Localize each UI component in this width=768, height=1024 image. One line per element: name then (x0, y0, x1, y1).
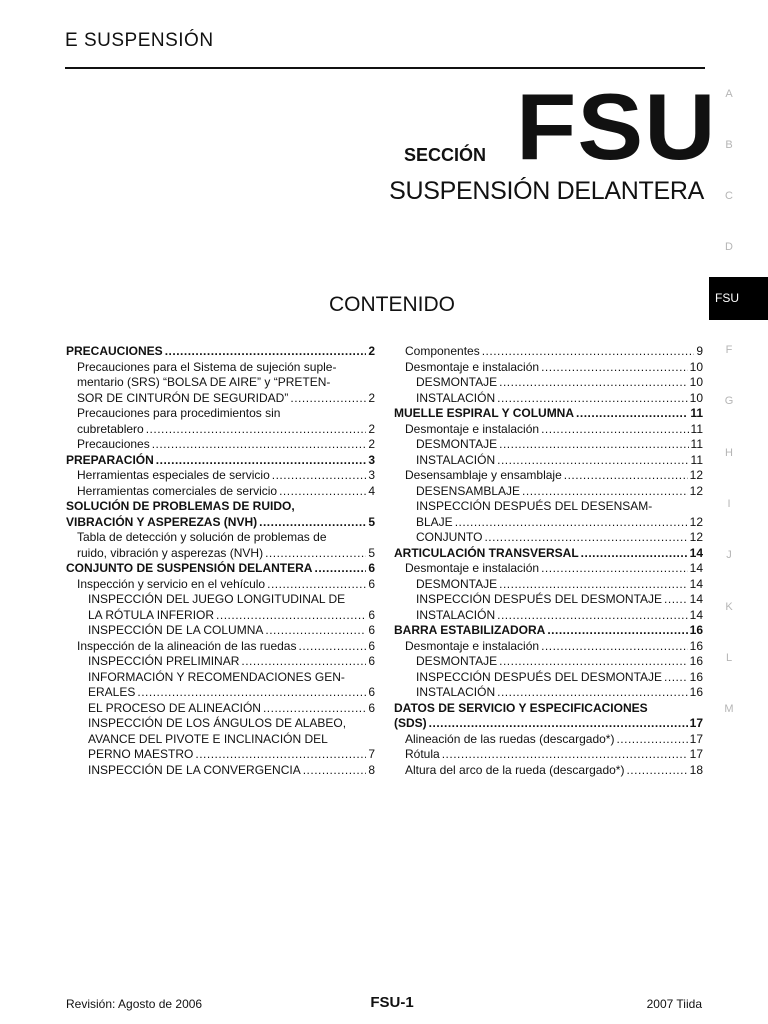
side-tab-letter: M (724, 703, 734, 715)
side-tab-letter: J (726, 549, 732, 561)
side-tab-active: FSU (709, 277, 768, 320)
toc-entry-title: LA RÓTULA INFERIOR (88, 607, 215, 622)
toc-left-column (66, 344, 375, 778)
toc-page-number: 18 (689, 762, 703, 777)
toc-entry-title: CONJUNTO DE SUSPENSIÓN DELANTERA (66, 561, 313, 575)
toc-entry[interactable] (66, 670, 375, 701)
toc-leader-dots (146, 422, 367, 438)
toc-entry[interactable] (66, 639, 375, 655)
side-tab-letter: F (725, 344, 733, 356)
toc-entry-title: SOLUCIÓN DE PROBLEMAS DE RUIDO, (66, 499, 295, 513)
toc-leader-dots (541, 561, 688, 577)
toc-entry-title: Desensamblaje y ensamblaje (405, 468, 562, 482)
toc-entry[interactable] (394, 592, 703, 608)
toc-entry[interactable] (394, 732, 703, 748)
toc-entry[interactable] (66, 592, 375, 623)
toc-leader-dots (152, 437, 367, 453)
toc-leader-dots (195, 747, 366, 763)
toc-entry-title: ruido, vibración y asperezas (NVH) (77, 545, 264, 560)
toc-page-number: 12 (689, 530, 703, 544)
toc-page-number: 4 (368, 483, 375, 498)
toc-entry[interactable] (394, 499, 703, 530)
toc-page-number: 2 (368, 390, 375, 405)
toc-page-number: 17 (689, 731, 703, 746)
toc-entry-title: INSPECCIÓN DESPUÉS DEL DESMONTAJE (416, 669, 663, 684)
toc-leader-dots (499, 577, 688, 593)
toc-entry[interactable] (66, 577, 375, 593)
toc-leader-dots (484, 530, 687, 546)
toc-page-number: 16 (689, 654, 703, 668)
toc-leader-dots (267, 577, 366, 593)
toc-entry-title: INSPECCIÓN DEL JUEGO LONGITUDINAL DE (88, 592, 346, 606)
toc-entry[interactable] (394, 763, 703, 779)
toc-entry-title: Herramientas comerciales de servicio (77, 483, 278, 498)
toc-entry[interactable] (394, 344, 703, 360)
footer-page-number: FSU-1 (370, 994, 414, 1011)
toc-page-number: 17 (689, 716, 703, 730)
toc-entry-title: Desmontaje e instalación (405, 359, 540, 374)
toc-entry-title: SOR DE CINTURÓN DE SEGURIDAD” (77, 390, 289, 405)
toc-page-number: 2 (368, 344, 375, 358)
toc-entry-title: INSTALACIÓN (416, 452, 496, 467)
toc-entry[interactable] (66, 561, 375, 577)
toc-page-number: 10 (689, 359, 703, 374)
toc-entry-title: INFORMACIÓN Y RECOMENDACIONES GEN- (88, 669, 345, 684)
toc-entry-title: PRECAUCIONES (66, 344, 163, 358)
toc-leader-dots (241, 654, 366, 670)
toc-leader-dots (137, 685, 366, 701)
footer-revision: Revisión: Agosto de 2006 (66, 997, 203, 1011)
section-code: FSU (516, 74, 717, 179)
toc-entry[interactable] (394, 701, 703, 732)
seccion-label: SECCIÓN (404, 145, 487, 165)
toc-leader-dots (616, 732, 687, 748)
toc-page-number: 2 (368, 437, 375, 451)
toc-entry-title: INSTALACIÓN (416, 390, 496, 405)
toc-entry-title: INSPECCIÓN DESPUÉS DEL DESMONTAJE (416, 592, 663, 606)
toc-entry-title: VIBRACIÓN Y ASPEREZAS (NVH) (66, 514, 258, 529)
toc-page-number: 16 (689, 638, 703, 653)
toc-leader-dots (265, 623, 366, 639)
toc-page-number: 16 (689, 623, 703, 637)
toc-entry-title: Alineación de las ruedas (descargado*) (405, 731, 615, 746)
toc-entry-title: INSPECCIÓN DESPUÉS DEL DESENSAM- (416, 499, 653, 513)
toc-entry-title: INSTALACIÓN (416, 685, 496, 699)
toc-entry-title: mentario (SRS) “BOLSA DE AIRE” y “PRETEN- (77, 375, 331, 389)
toc-leader-dots (547, 623, 687, 639)
toc-entry-title: AVANCE DEL PIVOTE E INCLINACIÓN DEL (88, 731, 328, 746)
toc-entry[interactable] (66, 437, 375, 453)
toc-page-number: 17 (689, 747, 703, 761)
toc-entry-title: Herramientas especiales de servicio (77, 468, 270, 482)
side-tab-letter: B (725, 139, 733, 151)
toc-page-number: 14 (689, 561, 703, 575)
toc-leader-dots (279, 484, 366, 500)
toc-page-number: 14 (689, 576, 703, 591)
toc-entry[interactable] (394, 623, 703, 639)
toc-entry-title: cubretablero (77, 421, 144, 436)
toc-entry[interactable] (66, 360, 375, 407)
toc-leader-dots (576, 406, 688, 422)
side-tab-letter: L (725, 652, 733, 664)
toc-entry-title: Tabla de detección y solución de problemas de (77, 530, 327, 544)
toc-entry[interactable] (394, 546, 703, 562)
toc-leader-dots (497, 685, 688, 701)
toc-leader-dots (499, 654, 688, 670)
toc-page-number: 6 (368, 607, 375, 622)
toc-leader-dots (156, 453, 367, 469)
toc-entry[interactable] (66, 654, 375, 670)
toc-entry[interactable] (394, 654, 703, 670)
toc-entry-title: Desmontaje e instalación (405, 638, 540, 653)
toc-entry-title: INSPECCIÓN DE LA COLUMNA (88, 623, 264, 637)
toc-entry-title: DESMONTAJE (416, 576, 498, 591)
toc-entry-title: INSPECCIÓN DE LOS ÁNGULOS DE ALABEO, (88, 716, 347, 730)
toc-entry-title: (SDS) (394, 716, 427, 730)
toc-entry-title: Precauciones (77, 437, 150, 451)
toc-page-number: 3 (368, 452, 375, 467)
toc-entry[interactable] (66, 499, 375, 530)
toc-entry-title: DESMONTAJE (416, 375, 498, 389)
toc-entry-title: Rótula (405, 747, 440, 761)
toc-page-number: 14 (689, 592, 703, 606)
toc-leader-dots (298, 639, 366, 655)
toc-entry-title: INSPECCIÓN PRELIMINAR (88, 654, 240, 668)
toc-entry[interactable] (394, 391, 703, 407)
toc-leader-dots (216, 608, 366, 624)
toc-page-number: 6 (368, 638, 375, 653)
toc-entry-title: INSTALACIÓN (416, 607, 496, 622)
toc-leader-dots (541, 422, 688, 438)
toc-entry-title: CONJUNTO (416, 530, 483, 544)
toc-entry-title: Desmontaje e instalación (405, 421, 540, 436)
toc-page-number: 14 (689, 545, 703, 560)
toc-entry-title: Desmontaje e instalación (405, 561, 540, 575)
toc-entry-title: ERALES (88, 685, 136, 699)
toc-page-number: 11 (690, 406, 703, 420)
toc-leader-dots (303, 763, 367, 779)
side-tab-letter: K (725, 601, 733, 613)
toc-entry[interactable] (394, 406, 703, 422)
toc-page-number: 16 (689, 669, 703, 684)
toc-entry-title: ARTICULACIÓN TRANSVERSAL (394, 545, 579, 560)
toc-page-number: 16 (689, 685, 703, 699)
toc-leader-dots (442, 747, 688, 763)
toc-entry[interactable] (66, 701, 375, 717)
toc-page-number: 14 (689, 607, 703, 622)
toc-entry[interactable] (394, 360, 703, 376)
toc-leader-dots (564, 468, 688, 484)
toc-entry-title: MUELLE ESPIRAL Y COLUMNA (394, 406, 575, 420)
toc-entry[interactable] (66, 406, 375, 437)
toc-entry[interactable] (66, 453, 375, 469)
side-tab-letter: C (725, 190, 733, 202)
section-subtitle: SUSPENSIÓN DELANTERA (389, 177, 704, 205)
toc-entry-title: DESMONTAJE (416, 437, 498, 451)
toc-leader-dots (497, 391, 688, 407)
toc-leader-dots (541, 639, 688, 655)
toc-page-number: 6 (368, 654, 375, 668)
toc-leader-dots (482, 344, 695, 360)
toc-entry[interactable] (394, 747, 703, 763)
toc-entry[interactable] (66, 344, 375, 360)
footer-model: 2007 Tiida (646, 997, 702, 1011)
toc-entry[interactable] (394, 577, 703, 593)
toc-leader-dots (259, 515, 366, 531)
toc-page-number: 6 (368, 561, 375, 575)
toc-page-number: 5 (368, 514, 375, 529)
toc-entry-title: BARRA ESTABILIZADORA (394, 623, 546, 637)
toc-leader-dots (497, 608, 688, 624)
toc-page-number: 12 (689, 468, 703, 482)
toc-entry-title: PREPARACIÓN (66, 452, 154, 467)
toc-page-number: 9 (696, 344, 703, 358)
toc-entry-title: Precauciones para el Sistema de sujeción suple- (77, 359, 337, 374)
toc-page-number: 11 (690, 437, 703, 451)
toc-entry[interactable] (394, 561, 703, 577)
toc-leader-dots (499, 375, 688, 391)
toc-page-number: 7 (368, 747, 375, 761)
toc-entry[interactable] (394, 685, 703, 701)
toc-page-number: 5 (368, 545, 375, 560)
toc-leader-dots (429, 716, 688, 732)
side-tab-letter: I (727, 498, 731, 510)
toc-entry-title: PERNO MAESTRO (88, 747, 194, 761)
toc-entry[interactable] (394, 375, 703, 391)
toc-right-column (394, 344, 703, 778)
toc-leader-dots (265, 546, 366, 562)
side-tab-letter: H (725, 447, 733, 459)
toc-page-number: 11 (690, 452, 703, 467)
toc-page-number: 6 (368, 576, 375, 591)
toc-entry-title: Inspección de la alineación de las ruedas (77, 638, 297, 653)
toc-entry-title: DESENSAMBLAJE (416, 483, 521, 498)
toc-entry[interactable] (394, 670, 703, 686)
toc-leader-dots (626, 763, 687, 779)
toc-leader-dots (290, 391, 366, 407)
toc-entry-title: Altura del arco de la rueda (descargado*) (405, 762, 625, 777)
toc-page-number: 12 (689, 514, 703, 529)
toc-entry[interactable] (394, 468, 703, 484)
toc-leader-dots (497, 453, 688, 469)
toc-leader-dots (499, 437, 688, 453)
toc-page-number: 6 (368, 700, 375, 715)
toc-leader-dots (165, 344, 367, 360)
toc-entry-title: INSPECCIÓN DE LA CONVERGENCIA (88, 762, 301, 777)
toc-entry[interactable] (66, 763, 375, 779)
toc-entry-title: Precauciones para procedimientos sin (77, 406, 281, 420)
toc-entry-title: DESMONTAJE (416, 654, 498, 668)
header-divider (65, 67, 705, 69)
toc-page-number: 3 (368, 468, 375, 482)
side-tab-letter: D (725, 241, 733, 253)
toc-entry[interactable] (394, 484, 703, 500)
toc-leader-dots (263, 701, 366, 717)
toc-entry[interactable] (394, 453, 703, 469)
side-tab-letter: G (724, 395, 734, 407)
toc-leader-dots (272, 468, 367, 484)
toc-leader-dots (522, 484, 688, 500)
toc-entry[interactable] (394, 530, 703, 546)
toc-page-number: 10 (689, 375, 703, 389)
toc-entry[interactable] (66, 484, 375, 500)
toc-entry[interactable] (394, 437, 703, 453)
toc-page-number: 12 (689, 483, 703, 498)
toc-entry[interactable] (394, 639, 703, 655)
toc-page-number: 11 (690, 421, 703, 436)
toc-leader-dots (581, 546, 688, 562)
toc-entry[interactable] (66, 623, 375, 639)
toc-entry[interactable] (66, 530, 375, 561)
toc-page-number: 10 (689, 390, 703, 405)
toc-leader-dots (541, 360, 688, 376)
toc-page-number: 6 (368, 685, 375, 699)
toc-page-number: 6 (368, 623, 375, 637)
toc-entry-title: Componentes (405, 344, 480, 358)
toc-leader-dots (314, 561, 366, 577)
toc-leader-dots (664, 670, 688, 686)
toc-entry[interactable] (66, 468, 375, 484)
side-tab-letter: A (725, 88, 733, 100)
toc-entry-title: EL PROCESO DE ALINEACIÓN (88, 700, 261, 715)
toc-entry[interactable] (66, 716, 375, 763)
toc-leader-dots (664, 592, 688, 608)
contents-heading: CONTENIDO (329, 293, 455, 316)
toc-entry-title: BLAJE (416, 514, 453, 529)
toc-page-number: 8 (368, 762, 375, 777)
toc-leader-dots (455, 515, 688, 531)
toc-entry[interactable] (394, 422, 703, 438)
section-header: E SUSPENSIÓN (65, 30, 214, 51)
toc-entry-title: DATOS DE SERVICIO Y ESPECIFICACIONES (394, 700, 648, 715)
toc-entry-title: Inspección y servicio en el vehículo (77, 576, 266, 591)
toc-entry[interactable] (394, 608, 703, 624)
toc-page-number: 2 (368, 421, 375, 436)
